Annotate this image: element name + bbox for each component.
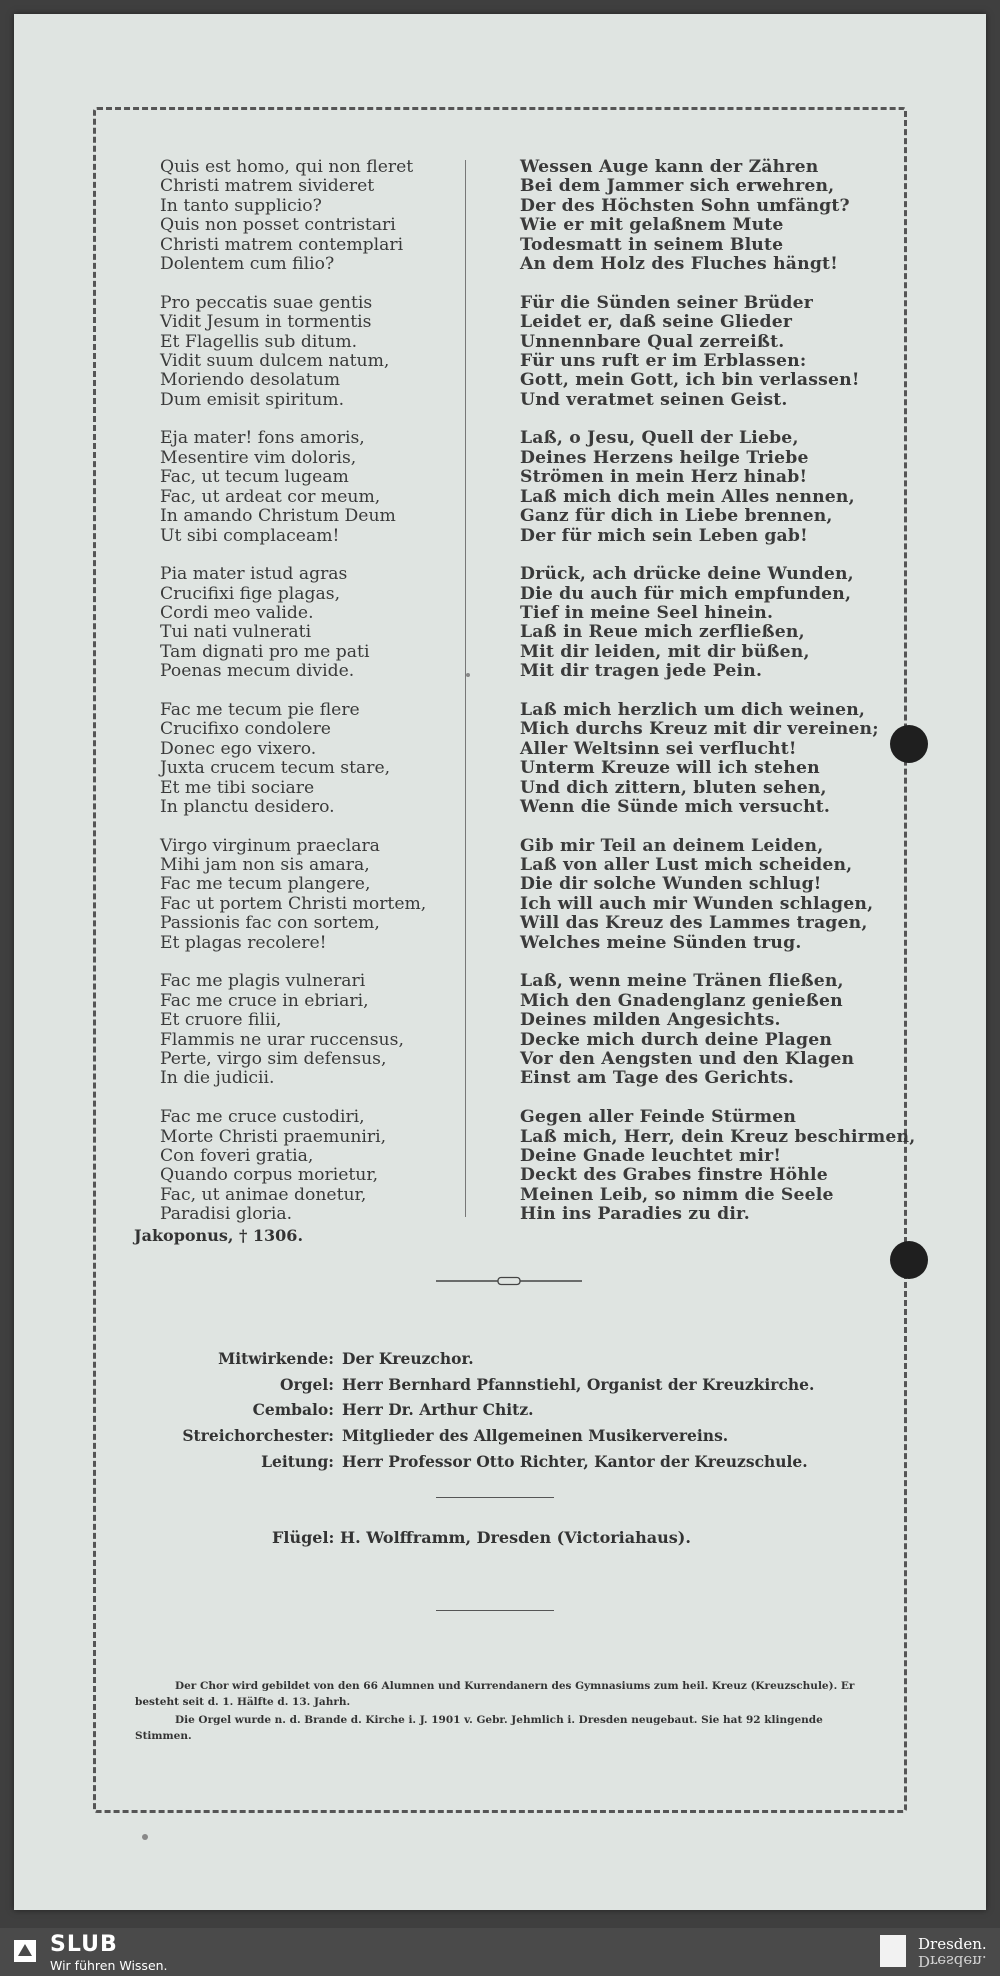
verse-line: Laß in Reue mich zerfließen, — [520, 622, 805, 643]
verse-line: Vidit Jesum in tormentis — [160, 312, 372, 333]
stanza — [160, 429, 460, 545]
verse-line: Aller Weltsinn sei verflucht! — [520, 738, 797, 759]
stanza — [520, 294, 880, 410]
verse-line: Für uns ruft er im Erblassen: — [520, 350, 807, 371]
verse-line: Wessen Auge kann der Zähren — [520, 157, 819, 177]
verse-line: Laß von aller Lust mich scheiden, — [520, 855, 853, 876]
verse-line: Quando corpus morietur, — [160, 1165, 379, 1186]
verse-line: Ich will auch mir Wunden schlagen, — [520, 893, 874, 914]
dresden-crest-icon[interactable] — [880, 1935, 906, 1967]
verse-line: Wie er mit gelaßnem Mute — [520, 215, 784, 236]
slub-logo-icon[interactable] — [14, 1940, 36, 1962]
verse-line: Quis est homo, qui non fleret — [160, 157, 414, 177]
credit-value: Herr Professor Otto Richter, Kantor der Kreuzschule. — [342, 1451, 808, 1471]
verse-line: Mesentire vim doloris, — [160, 447, 357, 468]
stanza — [160, 972, 460, 1088]
punch-hole — [890, 725, 928, 763]
verse-line: Unnennbare Qual zerreißt. — [520, 331, 785, 352]
verse-line: Deine Gnade leuchtet mir! — [520, 1145, 782, 1166]
paper-spot — [466, 673, 470, 677]
verse-line: Crucifixo condolere — [160, 719, 331, 740]
verse-line: Laß mich herzlich um dich weinen, — [520, 699, 866, 720]
dresden-logo-reflection: Dresden. — [918, 1952, 987, 1970]
verse-line: Für die Sünden seiner Brüder — [520, 292, 814, 313]
ornament-divider — [436, 1274, 582, 1288]
verse-line: Fac ut portem Christi mortem, — [160, 893, 427, 914]
credit-role: Cembalo: — [252, 1400, 334, 1420]
verse-line: Christi matrem sivideret — [160, 176, 375, 197]
verse-line: Tief in meine Seel hinein. — [520, 603, 774, 624]
verse-line: Moriendo desolatum — [160, 370, 341, 391]
paper-spot — [142, 1834, 148, 1840]
verse-line: Laß, wenn meine Tränen fließen, — [520, 971, 844, 992]
credit-role: Leitung: — [261, 1451, 334, 1471]
german-text-column — [520, 157, 916, 1244]
credit-role: Mitwirkende: — [218, 1349, 334, 1369]
verse-line: Eja mater! fons amoris, — [160, 428, 365, 449]
credit-value: Mitglieder des Allgemeinen Musikervereins. — [342, 1426, 729, 1446]
stanza — [520, 972, 880, 1088]
verse-line: Und veratmet seinen Geist. — [520, 389, 788, 410]
library-footer-bar — [0, 1928, 1000, 1976]
verse-line: Gegen aller Feinde Stürmen — [520, 1107, 797, 1128]
verse-line: Vor den Aengsten und den Klagen — [520, 1049, 855, 1070]
verse-line: Bei dem Jammer sich erwehren, — [520, 176, 835, 197]
punch-hole — [890, 1241, 928, 1279]
credit-row — [160, 1346, 860, 1372]
verse-line: Mit dir leiden, mit dir büßen, — [520, 641, 810, 662]
credit-row — [160, 1397, 860, 1423]
verse-line: In tanto supplicio? — [160, 195, 322, 216]
dresden-logo-text[interactable]: Dresden. — [918, 1935, 987, 1953]
verse-line: In amando Christum Deum — [160, 506, 396, 527]
verse-line: In die judicii. — [160, 1068, 275, 1089]
verse-line: Fac, ut ardeat cor meum, — [160, 486, 381, 507]
stanza — [520, 701, 880, 817]
verse-line: Virgo virginum praeclara — [160, 835, 380, 856]
verse-line: Der des Höchsten Sohn umfängt? — [520, 195, 850, 216]
verse-line: Leidet er, daß seine Glieder — [520, 312, 793, 333]
verse-line: Unterm Kreuze will ich stehen — [520, 758, 820, 779]
verse-line: Decke mich durch deine Plagen — [520, 1029, 833, 1050]
verse-line: Et cruore filii, — [160, 1010, 282, 1031]
credit-role: Streichorchester: — [182, 1426, 334, 1446]
verse-line: Deckt des Grabes finstre Höhle — [520, 1165, 828, 1186]
verse-line: Con foveri gratia, — [160, 1145, 314, 1166]
verse-line: Deines Herzens heilge Triebe — [520, 447, 809, 468]
stanza — [520, 429, 880, 545]
verse-line: Fac me tecum plangere, — [160, 874, 371, 895]
verse-line: Ganz für dich in Liebe brennen, — [520, 506, 833, 527]
verse-line: Laß, o Jesu, Quell der Liebe, — [520, 428, 799, 449]
verse-line: Einst am Tage des Gerichts. — [520, 1068, 795, 1089]
verse-line: Et me tibi sociare — [160, 777, 315, 798]
credit-row — [160, 1372, 860, 1398]
divider-rule — [436, 1610, 554, 1611]
verse-line: Welches meine Sünden trug. — [520, 932, 802, 953]
slub-logo-text[interactable]: SLUB — [50, 1932, 118, 1957]
credit-row — [160, 1423, 860, 1449]
stanza — [520, 837, 880, 953]
credit-value: Der Kreuzchor. — [342, 1349, 474, 1369]
verse-line: Die du auch für mich empfunden, — [520, 583, 852, 604]
verse-line: Perte, virgo sim defensus, — [160, 1049, 387, 1070]
stanza — [520, 565, 880, 681]
piano-credit: Flügel: H. Wolfframm, Dresden (Victoriahaus). — [272, 1528, 691, 1547]
verse-line: Mich den Gnadenglanz genießen — [520, 990, 843, 1011]
stanza — [160, 1108, 460, 1224]
verse-line: Juxta crucem tecum stare, — [160, 758, 391, 779]
author-credit: Jakoponus, † 1306. — [134, 1226, 304, 1245]
credit-row — [160, 1448, 860, 1474]
verse-line: Hin ins Paradies zu dir. — [520, 1204, 750, 1225]
footnote-organ: Die Orgel wurde n. d. Brande d. Kirche i. J. 1901 v. Gebr. Jehmlich i. Dresden neugebaut. Sie hat 92 klingende Stimmen. — [135, 1714, 823, 1742]
verse-line: Gott, mein Gott, ich bin verlassen! — [520, 370, 860, 391]
verse-line: Vidit suum dulcem natum, — [160, 350, 390, 371]
stanza — [520, 1107, 916, 1225]
verse-line: Der für mich sein Leben gab! — [520, 525, 808, 546]
verse-line: Fac me cruce custodiri, — [160, 1107, 365, 1128]
verse-line: Christi matrem contemplari — [160, 234, 404, 255]
verse-line: Die dir solche Wunden schlug! — [520, 874, 822, 895]
verse-line: Flammis ne urar ruccensus, — [160, 1029, 404, 1050]
verse-line: Fac, ut animae donetur, — [160, 1184, 367, 1205]
verse-line: An dem Holz des Fluches hängt! — [520, 254, 838, 275]
verse-line: Meinen Leib, so nimm die Seele — [520, 1184, 834, 1205]
stanza — [520, 158, 880, 274]
verse-line: Dolentem cum filio? — [160, 254, 335, 275]
verse-line: Mihi jam non sis amara, — [160, 855, 370, 876]
verse-line: Laß mich dich mein Alles nennen, — [520, 486, 855, 507]
latin-text-column — [160, 158, 460, 1244]
verse-line: Poenas mecum divide. — [160, 661, 355, 682]
verse-line: Donec ego vixero. — [160, 738, 317, 759]
credit-value: Herr Bernhard Pfannstiehl, Organist der Kreuzkirche. — [342, 1374, 815, 1394]
stanza — [160, 837, 460, 953]
verse-line: Todesmatt in seinem Blute — [520, 234, 784, 255]
verse-line: Fac me cruce in ebriari, — [160, 990, 369, 1011]
verse-line: Fac me tecum pie flere — [160, 699, 360, 720]
verse-line: Ut sibi complaceam! — [160, 525, 340, 546]
verse-line: Wenn die Sünde mich versucht. — [520, 796, 831, 817]
verse-line: Drück, ach drücke deine Wunden, — [520, 564, 854, 585]
verse-line: Crucifixi fige plagas, — [160, 583, 341, 604]
verse-line: Und dich zittern, bluten sehen, — [520, 777, 827, 798]
verse-line: Fac, ut tecum lugeam — [160, 467, 349, 488]
verse-line: Passionis fac con sortem, — [160, 913, 380, 934]
verse-line: Pia mater istud agras — [160, 564, 348, 585]
verse-line: Cordi meo valide. — [160, 603, 314, 624]
slub-slogan: Wir führen Wissen. — [50, 1958, 168, 1973]
column-divider — [465, 160, 466, 1217]
divider-rule — [436, 1497, 554, 1498]
verse-line: Et Flagellis sub ditum. — [160, 331, 358, 352]
stanza — [160, 158, 460, 274]
stanza — [160, 701, 460, 817]
performer-credits — [160, 1346, 860, 1474]
verse-line: Et plagas recolere! — [160, 932, 327, 953]
stanza — [160, 294, 460, 410]
verse-line: Laß mich, Herr, dein Kreuz beschirmen, — [520, 1126, 916, 1147]
verse-line: In planctu desidero. — [160, 796, 335, 817]
verse-line: Fac me plagis vulnerari — [160, 971, 366, 992]
verse-line: Tam dignati pro me pati — [160, 641, 370, 662]
footnote-choir: Der Chor wird gebildet von den 66 Alumnen und Kurrendanern des Gymnasiums zum heil. Kreuz (Kreuzschule). Er besteht seit d. 1. Hälfte d. 13. Jahrh. — [135, 1680, 855, 1708]
verse-line: Mich durchs Kreuz mit dir vereinen; — [520, 719, 879, 740]
verse-line: Morte Christi praemuniri, — [160, 1126, 387, 1147]
verse-line: Tui nati vulnerati — [160, 622, 312, 643]
verse-line: Quis non posset contristari — [160, 215, 396, 236]
verse-line: Strömen in mein Herz hinab! — [520, 467, 808, 488]
credit-value: Herr Dr. Arthur Chitz. — [342, 1400, 534, 1420]
verse-line: Gib mir Teil an deinem Leiden, — [520, 835, 824, 856]
verse-line: Dum emisit spiritum. — [160, 389, 345, 410]
verse-line: Paradisi gloria. — [160, 1204, 293, 1225]
credit-role: Orgel: — [280, 1374, 334, 1394]
stanza — [160, 565, 460, 681]
verse-line: Deines milden Angesichts. — [520, 1010, 781, 1031]
verse-line: Pro peccatis suae gentis — [160, 292, 373, 313]
verse-line: Will das Kreuz des Lammes tragen, — [520, 913, 868, 934]
verse-line: Mit dir tragen jede Pein. — [520, 661, 763, 682]
